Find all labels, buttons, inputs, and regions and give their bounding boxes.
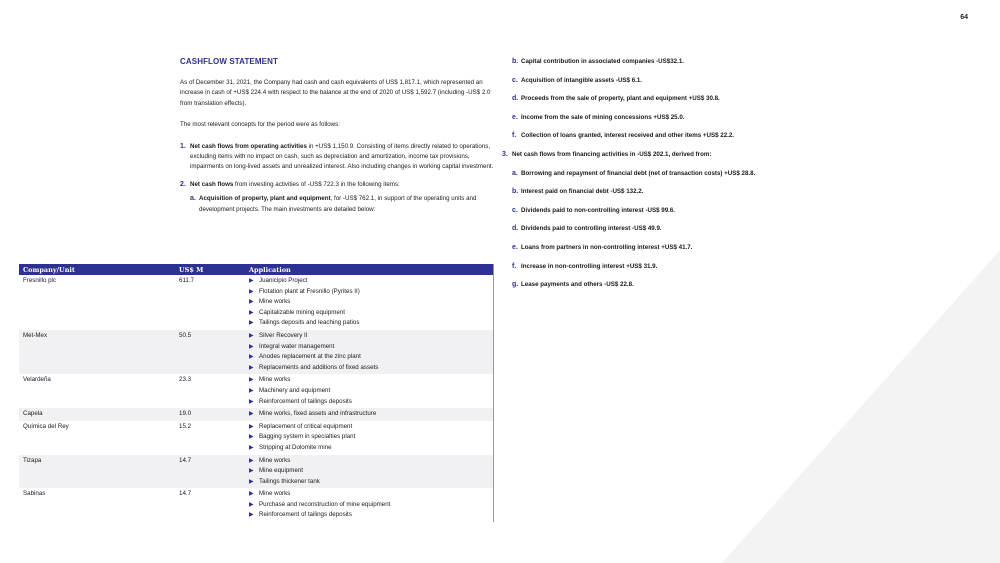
list-item <box>512 262 802 272</box>
application-line <box>249 443 489 454</box>
intro-paragraph: As of December 31, 2021, the Company had cash and cash equivalents of US$ 1,817.1, which represented an increase in cash of +US$ 224.4 with respect to the balance at the end of 2020 of US$ 1,592.7 (including -US$ 2.0 from translation effects). <box>180 79 491 107</box>
item-letter: e. <box>512 113 518 121</box>
list-item <box>512 206 802 216</box>
subitem-text: , for -US$ 762.1, in support of the operating units and development projects. The main investments are detailed below: <box>199 195 477 213</box>
item-text: Net cash flows from financing activities in -US$ 202.1, derived from: <box>512 150 712 158</box>
item-text: Lease payments and others -US$ 22.8. <box>521 281 634 289</box>
subitem-lead: Acquisition of property, plant and equipment <box>199 195 331 203</box>
item-text: in +US$ 1,150.9. Consisting of items directly related to operations, excluding items with no impact on cash, such as depreciation and amortization, income tax provisions, impairments on long-lived assets and unrealized interest. Also including changes in working capital investment. <box>190 142 494 171</box>
application-line <box>249 331 489 342</box>
item-letter: f. <box>512 132 517 140</box>
item-letter: c. <box>512 76 518 84</box>
arrow-bullet-icon: ▶ <box>249 299 254 306</box>
application-line <box>249 489 489 500</box>
application-line <box>249 500 489 511</box>
section-title: CASHFLOW STATEMENT <box>180 57 278 66</box>
application-text: Mine equipment <box>259 467 304 475</box>
item-lead: Net cash flows from operating activities <box>190 142 307 150</box>
subitem-acquisition-ppe <box>190 194 498 215</box>
application-line <box>249 297 489 308</box>
application-text: Tailings deposits and leaching patios <box>259 319 360 327</box>
header-company-unit: Company/Unit <box>19 264 175 275</box>
item-letter: g. <box>512 281 519 289</box>
arrow-bullet-icon: ▶ <box>249 434 254 441</box>
item-investing-activities <box>180 180 498 190</box>
item-letter: b. <box>512 58 519 65</box>
item-text: Dividends paid to non-controlling interest -US$ 99.6. <box>521 206 676 214</box>
cell-usd-m: 611.7 <box>179 277 195 284</box>
application-text: Machinery and equipment <box>259 386 331 394</box>
item-letter: c. <box>512 206 518 214</box>
arrow-bullet-icon: ▶ <box>249 411 254 418</box>
application-text: Purchase and reconstruction of mine equipment <box>259 500 391 508</box>
arrow-bullet-icon: ▶ <box>249 364 254 371</box>
arrow-bullet-icon: ▶ <box>249 444 254 451</box>
table-row <box>19 330 494 374</box>
application-line <box>249 318 489 329</box>
item-letter: d. <box>512 95 519 103</box>
arrow-bullet-icon: ▶ <box>249 512 254 519</box>
application-line <box>249 352 489 363</box>
application-line <box>249 409 489 420</box>
application-line <box>249 363 489 374</box>
list-item <box>512 187 802 197</box>
list-item <box>512 243 802 253</box>
arrow-bullet-icon: ▶ <box>249 343 254 350</box>
application-line <box>249 422 489 433</box>
cell-company-unit: Química del Rey <box>23 422 69 430</box>
arrow-bullet-icon: ▶ <box>249 478 254 485</box>
item-letter: e. <box>512 243 518 251</box>
list-item <box>512 131 802 141</box>
cell-usd-m: 19.0 <box>175 408 245 421</box>
cell-usd-m: 15.2 <box>179 422 192 430</box>
cell-application <box>245 408 494 421</box>
right-column <box>502 57 802 299</box>
item-letter: f. <box>512 262 517 270</box>
cell-application <box>245 374 494 408</box>
application-line <box>249 466 489 477</box>
application-text: Tailings thickener tank <box>259 477 320 485</box>
cell-company-unit: Met-Mex <box>19 330 175 374</box>
investment-table <box>19 264 494 522</box>
item-text: Interest paid on financial debt -US$ 132.2. <box>521 188 644 196</box>
application-text: Juanicipio Project <box>259 277 308 284</box>
cell-company-unit: Capela <box>19 408 175 421</box>
arrow-bullet-icon: ▶ <box>249 387 254 394</box>
application-text: Capitalizable mining equipment <box>259 308 345 316</box>
application-text: Replacements and additions of fixed assets <box>259 363 379 371</box>
table-row <box>19 455 494 489</box>
application-line <box>249 456 489 467</box>
item-letter: b. <box>512 188 519 196</box>
cell-usd-m: 14.7 <box>179 490 192 498</box>
item-letter: a. <box>512 169 518 177</box>
arrow-bullet-icon: ▶ <box>249 320 254 327</box>
arrow-bullet-icon: ▶ <box>249 468 254 475</box>
application-line <box>249 477 489 488</box>
item-text: Dividends paid to controlling interest -US$ 49.9. <box>521 225 662 233</box>
cell-company-unit: Velardeña <box>23 376 51 384</box>
item-text: Loans from partners in non-controlling interest +US$ 41.7. <box>521 243 693 251</box>
list-item <box>512 57 802 67</box>
cell-usd-m: 14.7 <box>175 455 245 489</box>
list-item <box>512 76 802 86</box>
arrow-bullet-icon: ▶ <box>249 377 254 384</box>
cell-company-unit: Fresnillo plc <box>23 277 57 284</box>
subitem-letter: a. <box>190 195 196 203</box>
table-row <box>19 488 494 522</box>
application-text: Mine works <box>259 298 291 306</box>
arrow-bullet-icon: ▶ <box>249 423 254 430</box>
application-line <box>249 276 489 287</box>
application-line <box>249 432 489 443</box>
arrow-bullet-icon: ▶ <box>249 288 254 295</box>
cell-usd-m: 23.3 <box>179 376 192 384</box>
concepts-lead: The most relevant concepts for the period were as follows: <box>180 121 340 129</box>
item-number: 1. <box>180 142 186 150</box>
table-row <box>19 275 494 330</box>
item-number: 3. <box>502 150 508 158</box>
arrow-bullet-icon: ▶ <box>249 332 254 339</box>
application-text: Mine works <box>259 376 291 384</box>
item-financing-activities <box>502 150 802 160</box>
cell-company-unit: Sabinas <box>23 490 46 498</box>
table-header-row <box>19 264 494 275</box>
header-application: Application <box>245 264 494 275</box>
application-text: Flotation plant at Fresnillo (Pyrites II) <box>259 287 360 295</box>
application-text: Mine works <box>259 456 291 464</box>
arrow-bullet-icon: ▶ <box>249 278 254 284</box>
header-usd-m: US$ M <box>175 264 245 275</box>
application-text: Anodes replacement at the zinc plant <box>259 353 361 361</box>
application-text: Mine works <box>259 490 291 498</box>
cell-application <box>245 455 494 489</box>
item-lead: Net cash flows <box>190 180 234 188</box>
arrow-bullet-icon: ▶ <box>249 354 254 361</box>
item-text: Acquisition of intangible assets -US$ 6.1. <box>521 76 643 84</box>
application-text: Integral water management <box>259 342 335 350</box>
item-text: Capital contribution in associated companies -US$32.1. <box>521 58 684 65</box>
list-item <box>512 169 802 179</box>
table-row <box>19 421 494 455</box>
item-number: 2. <box>180 180 186 188</box>
arrow-bullet-icon: ▶ <box>249 501 254 508</box>
application-line <box>249 375 489 386</box>
list-item <box>512 94 802 104</box>
arrow-bullet-icon: ▶ <box>249 457 254 464</box>
cell-application <box>245 330 494 374</box>
application-line <box>249 397 489 408</box>
cell-company-unit: Tizapa <box>19 455 175 489</box>
application-text: Mine works, fixed assets and infrastructure <box>259 410 377 418</box>
item-text: Borrowing and repayment of financial debt (net of transaction costs) +US$ 28.8. <box>521 169 756 177</box>
item-text: Income from the sale of mining concessions +US$ 25.0. <box>521 113 685 121</box>
list-item <box>512 113 802 123</box>
arrow-bullet-icon: ▶ <box>249 491 254 498</box>
cell-application <box>245 488 494 522</box>
list-item <box>512 224 802 234</box>
application-text: Replacement of critical equipment <box>259 422 353 430</box>
application-line <box>249 386 489 397</box>
table-row <box>19 374 494 408</box>
item-text: Increase in non-controlling interest +US$ 31.9. <box>521 262 658 270</box>
page-number: 64 <box>960 14 968 21</box>
application-line <box>249 287 489 298</box>
item-operating-activities <box>180 142 498 173</box>
item-text: Proceeds from the sale of property, plant and equipment +US$ 30.8. <box>521 95 720 103</box>
arrow-bullet-icon: ▶ <box>249 398 254 405</box>
application-text: Silver Recovery II <box>259 331 308 339</box>
list-item <box>512 280 802 290</box>
item-text: Collection of loans granted, interest received and other items +US$ 22.2. <box>521 132 735 140</box>
table-body <box>19 275 494 522</box>
arrow-bullet-icon: ▶ <box>249 309 254 316</box>
investing-subitems-list <box>502 57 802 141</box>
application-text: Reinforcement of tailings deposits <box>259 511 352 519</box>
table-row <box>19 408 494 421</box>
application-text: Reinforcement of tailings deposits <box>259 397 352 405</box>
item-letter: d. <box>512 225 519 233</box>
application-line <box>249 308 489 319</box>
item-text: from investing activities of -US$ 722.3 in the following items: <box>233 180 400 188</box>
financing-subitems-list <box>502 169 802 291</box>
application-text: Bagging system in specialties plant <box>259 433 356 441</box>
cell-usd-m: 50.5 <box>175 330 245 374</box>
application-text: Stripping at Dolomite mine <box>259 443 332 451</box>
cell-application <box>245 421 494 455</box>
cell-application <box>245 275 494 330</box>
application-line <box>249 342 489 353</box>
application-line <box>249 510 489 521</box>
left-column <box>180 57 498 215</box>
